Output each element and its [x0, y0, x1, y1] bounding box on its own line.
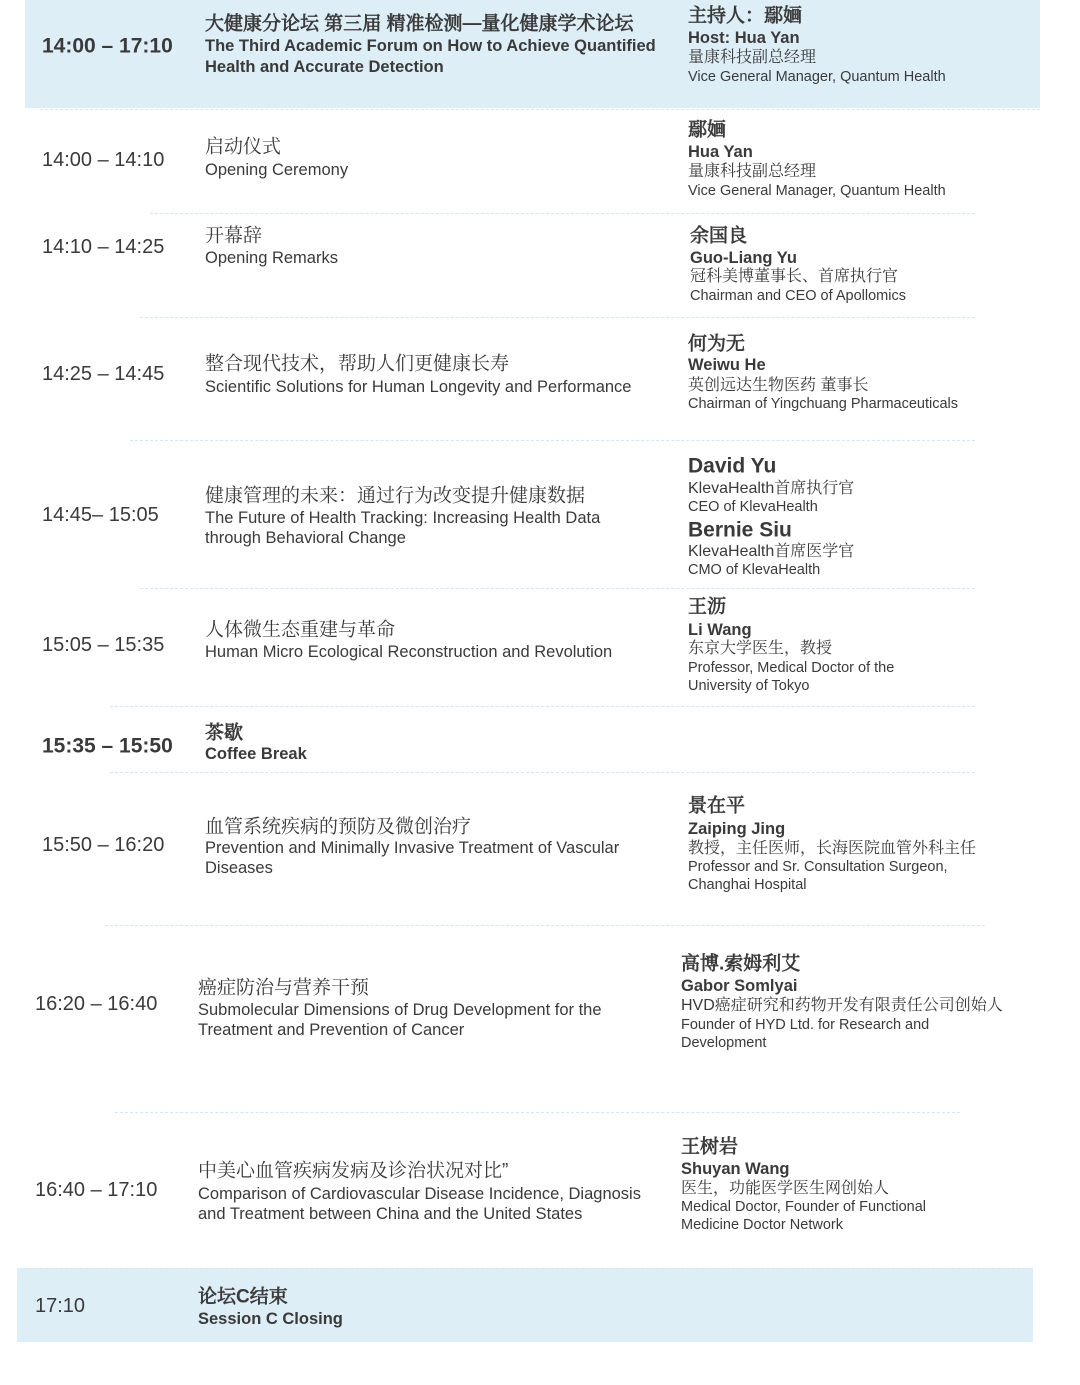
session-title-cn: 中美心血管疾病发病及诊治状况对比” — [198, 1160, 509, 1182]
session-title-en: The Third Academic Forum on How to Achieve Quantified — [205, 36, 656, 55]
session-title-cn: 人体微生态重建与革命 — [205, 619, 396, 641]
speaker-name-en: Zaiping Jing — [688, 819, 786, 838]
speaker-title-cn: KlevaHealth首席医学官 — [688, 543, 855, 560]
session-title-en: Prevention and Minimally Invasive Treatment of Vascular — [205, 838, 620, 857]
session-title-cn: 大健康分论坛 第三届 精准检测—量化健康学术论坛 — [205, 13, 634, 35]
speaker-title-en: Founder of HYD Ltd. for Research and — [681, 1016, 930, 1033]
speaker-name-en: Shuyan Wang — [681, 1159, 790, 1178]
row-divider — [110, 772, 975, 773]
session-title-en: Submolecular Dimensions of Drug Development for the — [198, 1000, 602, 1019]
speaker-title-cn: 量康科技副总经理 — [688, 163, 817, 180]
session-title-en: through Behavioral Change — [205, 528, 406, 547]
session-title-cn: 茶歇 — [205, 722, 244, 744]
speaker-title-en: Professor, Medical Doctor of the — [688, 659, 895, 676]
row-divider — [110, 706, 975, 707]
speaker-name-en: Li Wang — [688, 620, 752, 639]
session-title-en: Diseases — [205, 858, 273, 877]
session-title-en: Opening Ceremony — [205, 160, 349, 179]
session-title-en: Human Micro Ecological Reconstruction and Revolution — [205, 642, 613, 661]
row-divider — [140, 588, 975, 589]
speaker-name: David Yu — [688, 454, 777, 478]
row-divider — [105, 925, 985, 926]
session-title-cn: 整合现代技术，帮助人们更健康长寿 — [205, 353, 510, 375]
session-title-en: The Future of Health Tracking: Increasing Health Data — [205, 508, 601, 527]
session-title-en: Treatment and Prevention of Cancer — [198, 1020, 465, 1039]
row-divider — [150, 213, 975, 214]
speaker-title-cn: 英创远达生物医药 董事长 — [688, 377, 869, 394]
speaker-title-en: Chairman of Yingchuang Pharmaceuticals — [688, 395, 959, 412]
session-title-cn: 启动仪式 — [205, 136, 282, 158]
session-title-cn: 健康管理的未来：通过行为改变提升健康数据 — [205, 485, 586, 507]
session-title-en: Session C Closing — [198, 1309, 343, 1328]
session-time: 14:00 – 17:10 — [42, 34, 173, 58]
speaker-name-en: Weiwu He — [688, 355, 766, 374]
speaker-title-en: Vice General Manager, Quantum Health — [688, 182, 946, 199]
session-time: 15:05 – 15:35 — [42, 634, 165, 656]
row-divider — [130, 440, 975, 441]
session-time: 14:00 – 14:10 — [42, 149, 165, 171]
session-time: 14:25 – 14:45 — [42, 363, 165, 385]
speaker-title-en: CMO of KlevaHealth — [688, 561, 821, 578]
speaker-name-cn: 余国良 — [690, 225, 748, 247]
speaker-title-cn: 量康科技副总经理 — [688, 49, 817, 66]
row-divider — [115, 1112, 960, 1113]
speaker-title-en: Medical Doctor, Founder of Functional — [681, 1198, 927, 1215]
session-time: 15:35 – 15:50 — [42, 734, 173, 758]
speaker-title-cn: 东京大学医生，教授 — [688, 640, 833, 657]
speaker-title-cn: 教授，主任医师，长海医院血管外科主任 — [688, 840, 977, 857]
speaker-name-cn: 主持人：鄢婳 — [688, 5, 803, 27]
closing-band — [17, 1268, 1033, 1342]
speaker-name-cn: 王树岩 — [681, 1136, 739, 1158]
session-title-en: Health and Accurate Detection — [205, 57, 444, 76]
speaker-title-en: CEO of KlevaHealth — [688, 498, 818, 515]
session-time: 16:20 – 16:40 — [35, 993, 158, 1015]
speaker-title-en: University of Tokyo — [688, 677, 810, 694]
row-divider — [40, 109, 1040, 110]
speaker-name-cn: 高博.索姆利艾 — [681, 953, 801, 975]
speaker-title-en: Vice General Manager, Quantum Health — [688, 68, 946, 85]
speaker-title-en: Professor and Sr. Consultation Surgeon, — [688, 858, 948, 875]
session-time: 14:10 – 14:25 — [42, 236, 165, 258]
session-time: 15:50 – 16:20 — [42, 834, 165, 856]
speaker-name-en: Hua Yan — [688, 142, 753, 161]
speaker-name-en: Host: Hua Yan — [688, 28, 800, 47]
speaker-name-cn: 王沥 — [688, 596, 727, 618]
session-title-en: and Treatment between China and the United States — [198, 1204, 583, 1223]
speaker-name: Bernie Siu — [688, 518, 792, 542]
row-divider — [30, 1268, 1030, 1269]
row-divider — [140, 317, 975, 318]
session-title-en: Scientific Solutions for Human Longevity and Performance — [205, 377, 632, 396]
speaker-title-en: Development — [681, 1034, 767, 1051]
speaker-title-cn: 冠科美博董事长、首席执行官 — [690, 268, 899, 285]
session-title-cn: 开幕辞 — [205, 225, 263, 247]
speaker-name-en: Gabor Somlyai — [681, 976, 798, 995]
speaker-name-cn: 何为无 — [688, 333, 746, 355]
session-time: 17:10 — [35, 1295, 86, 1317]
speaker-name-en: Guo-Liang Yu — [690, 248, 797, 267]
session-title-en: Coffee Break — [205, 744, 307, 763]
session-title-en: Opening Remarks — [205, 248, 338, 267]
speaker-title-en: Chairman and CEO of Apollomics — [690, 287, 906, 304]
speaker-title-cn: HVD癌症研究和药物开发有限责任公司创始人 — [681, 997, 1003, 1014]
session-time: 14:45– 15:05 — [42, 504, 159, 526]
speaker-name-cn: 景在平 — [688, 795, 746, 817]
speaker-title-en: Medicine Doctor Network — [681, 1216, 843, 1233]
session-title-cn: 癌症防治与营养干预 — [198, 977, 370, 999]
speaker-title-en: Changhai Hospital — [688, 876, 807, 893]
speaker-title-cn: 医生，功能医学医生网创始人 — [681, 1180, 890, 1197]
speaker-name-cn: 鄢婳 — [688, 119, 727, 141]
session-title-en: Comparison of Cardiovascular Disease Incidence, Diagnosis — [198, 1184, 641, 1203]
session-title-cn: 血管系统疾病的预防及微创治疗 — [205, 816, 472, 838]
speaker-title-cn: KlevaHealth首席执行官 — [688, 480, 855, 497]
session-title-cn: 论坛C结束 — [198, 1286, 288, 1308]
session-time: 16:40 – 17:10 — [35, 1179, 158, 1201]
